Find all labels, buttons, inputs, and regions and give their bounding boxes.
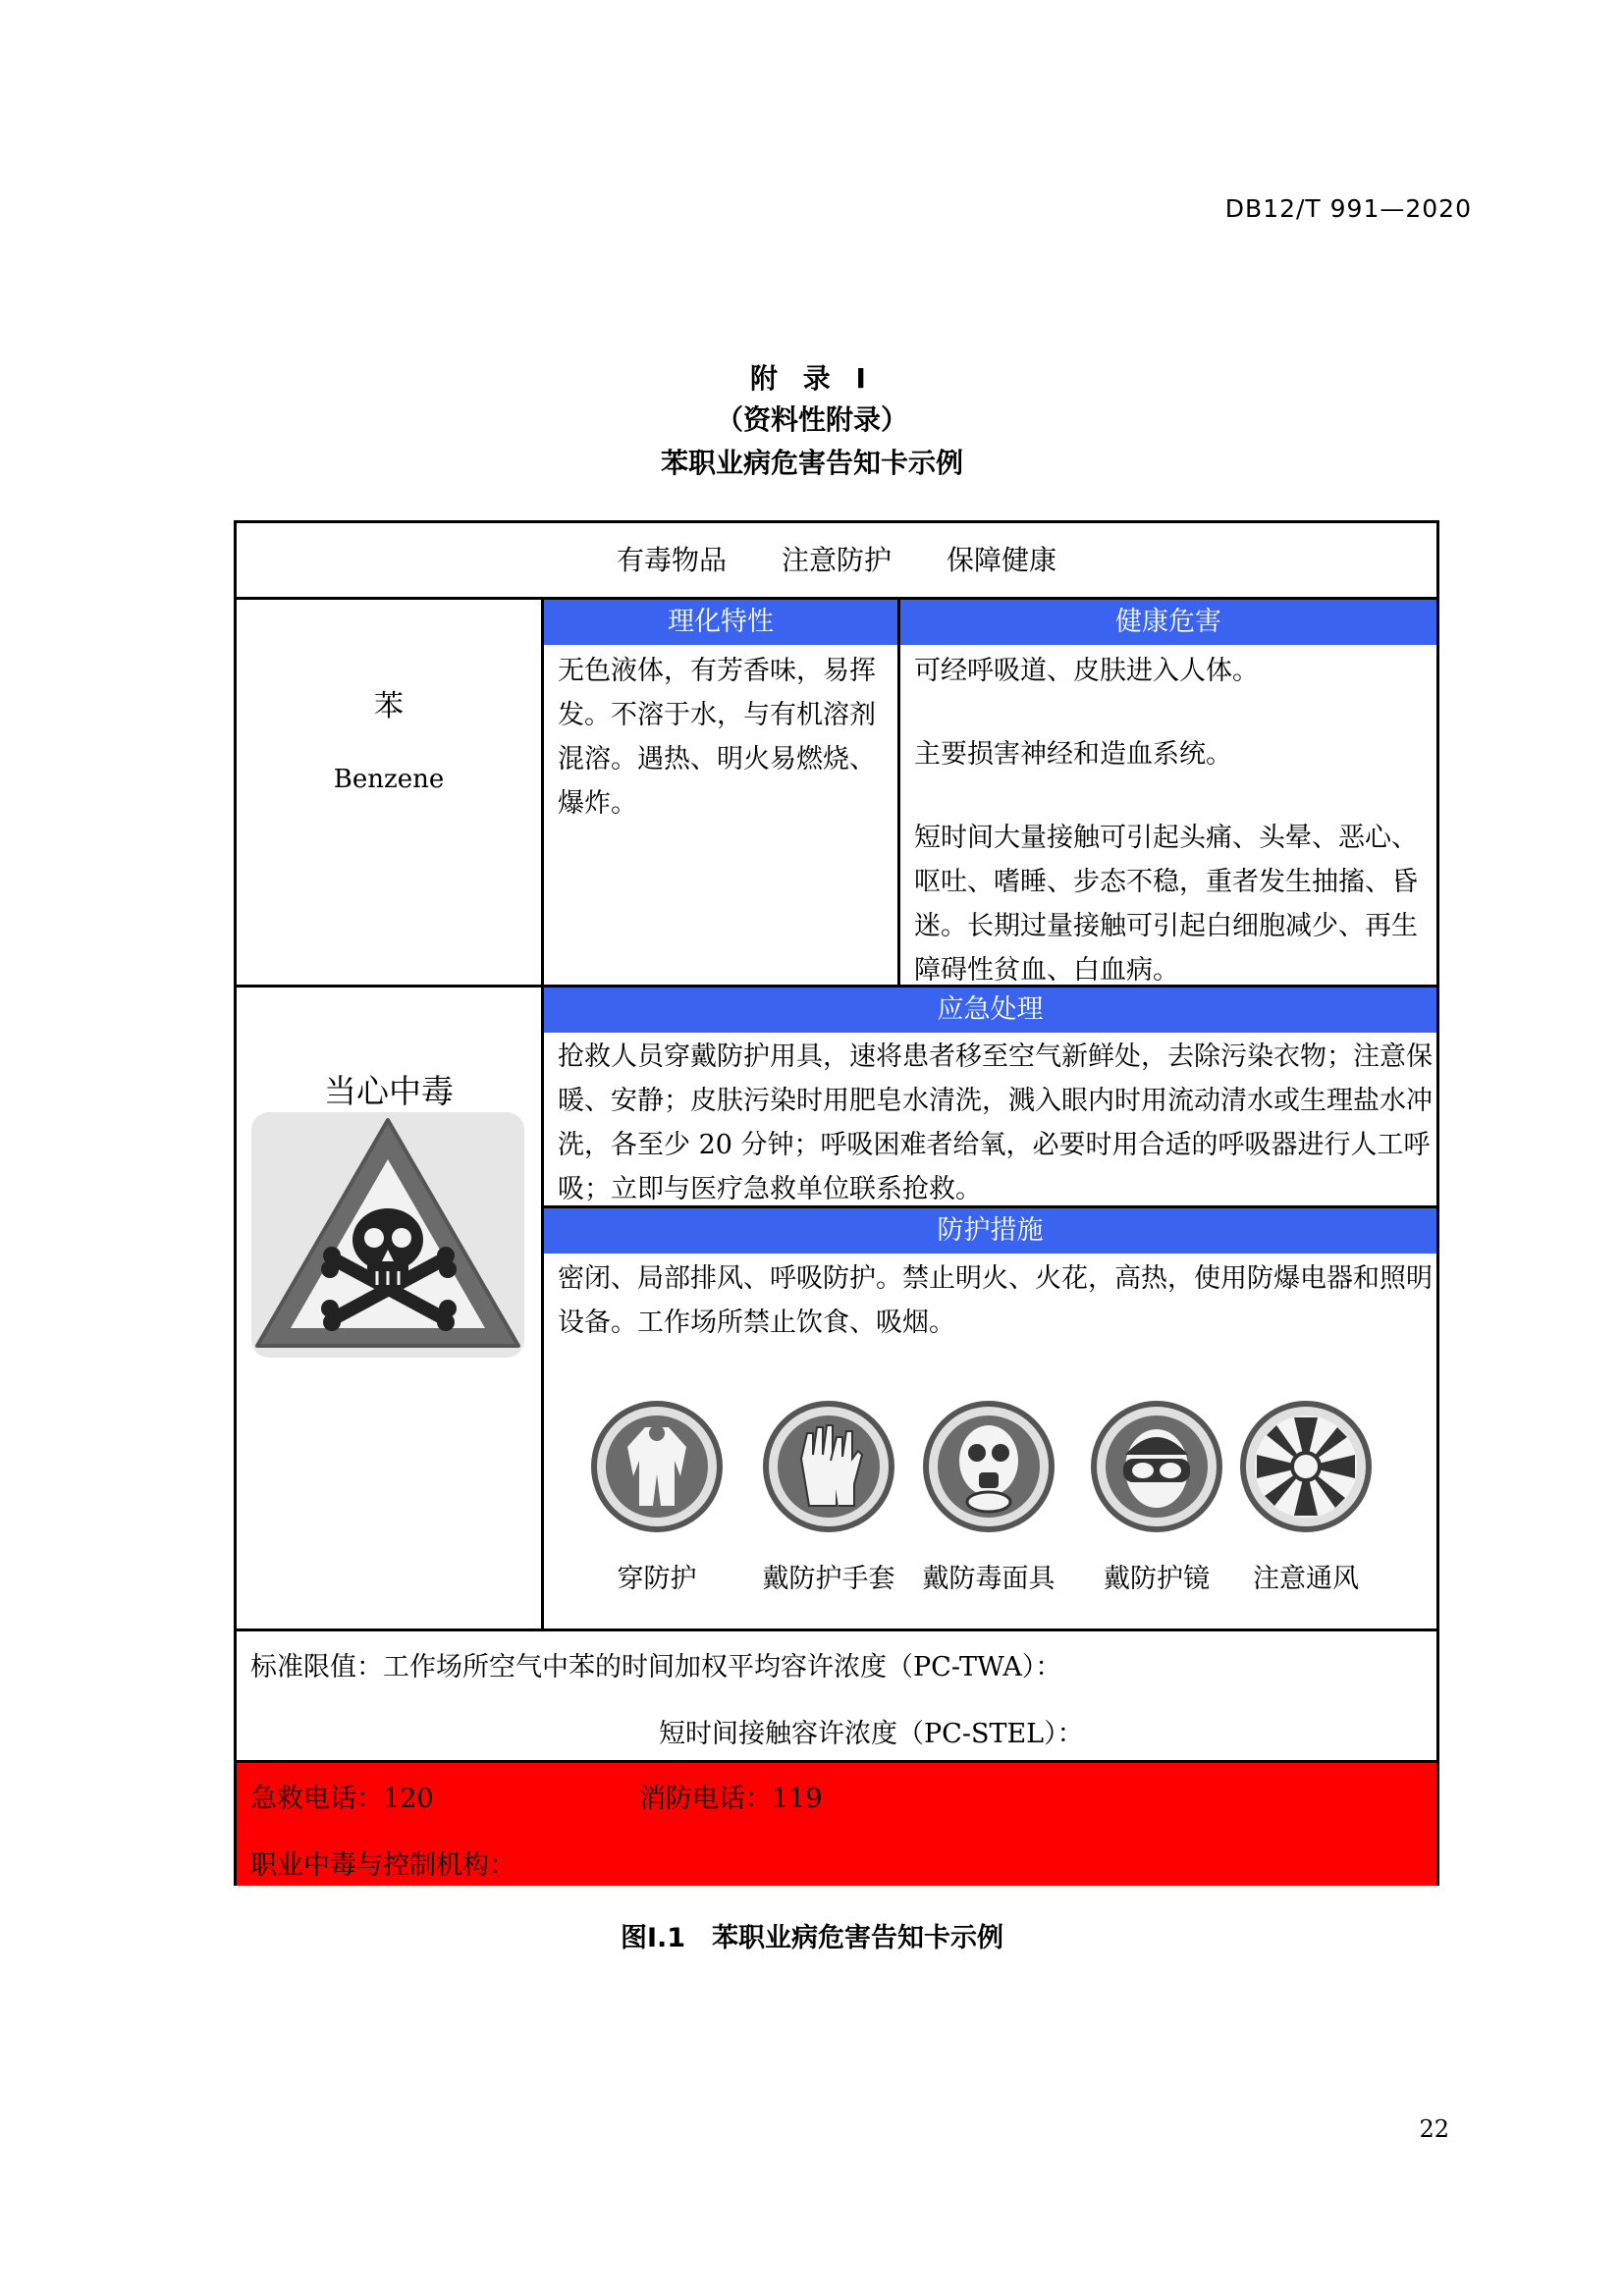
- contact-area: [237, 1760, 1436, 1886]
- agency-contact: 职业中毒与控制机构：: [250, 1850, 515, 1881]
- ppe-label: 戴防护手套: [762, 1564, 895, 1594]
- ppe-label: 穿防护: [617, 1564, 697, 1594]
- warning-label: 当心中毒: [324, 1072, 454, 1110]
- card-slogan: 有毒物品 注意防护 保障健康: [616, 544, 1056, 576]
- health-hazard-paragraph: 主要损害神经和造血系统。: [914, 739, 1232, 770]
- properties-text: 无色液体，有芳香味，易挥发。不溶于水，与有机溶剂混溶。遇热、明火易燃烧、爆炸。: [558, 656, 876, 819]
- properties-header: 理化特性: [544, 600, 897, 645]
- appendix-subtitle: 苯职业病危害告知卡示例: [660, 447, 963, 479]
- standard-code: DB12/T 991—2020: [1224, 194, 1472, 223]
- properties-cell: [541, 597, 897, 985]
- protective-suit-icon: [590, 1400, 724, 1533]
- ppe-label: 戴防护镜: [1104, 1564, 1210, 1594]
- health-hazard-paragraph: 短时间大量接触可引起头痛、头晕、恶心、呕吐、嗜睡、步态不稳，重者发生抽搐、昏迷。长期过量接触可引起白细胞减少、再生障碍性贫血、白血病。: [914, 823, 1418, 986]
- measures-cell: [541, 985, 1436, 1629]
- health-hazard-paragraph: 可经呼吸道、皮肤进入人体。: [914, 656, 1259, 686]
- emergency-text: 抢救人员穿戴防护用具，速将患者移至空气新鲜处，去除污染衣物；注意保暖、安静；皮肤污染时用肥皂水清洗，溅入眼内时用流动清水或生理盐水冲洗，各至少 20 分钟；呼吸困难者给氧，必要时用合适的呼吸器进行人工呼吸；立即与医疗急救单位联系抢救。: [558, 1041, 1433, 1204]
- appendix-title: 附 录 I: [750, 362, 874, 395]
- ventilation-icon: [1239, 1400, 1373, 1533]
- limits-cell: [237, 1629, 1436, 1760]
- emergency-header: 应急处理: [544, 988, 1436, 1033]
- protection-header: 防护措施: [544, 1205, 1436, 1254]
- ppe-label: 注意通风: [1253, 1564, 1359, 1594]
- protection-text: 密闭、局部排风、呼吸防护。禁止明火、火花，高热，使用防爆电器和照明设备。工作场所禁止饮食、吸烟。: [558, 1263, 1433, 1338]
- substance-cell: [237, 597, 541, 985]
- health-hazard-text: [914, 649, 1433, 992]
- warning-sign-cell: [237, 985, 541, 1629]
- ppe-label: 戴防毒面具: [922, 1564, 1056, 1594]
- substance-name-en: Benzene: [333, 765, 445, 794]
- health-hazard-header: 健康危害: [900, 600, 1436, 645]
- appendix-type: （资料性附录）: [715, 403, 908, 436]
- limit-stel: 短时间接触容许浓度（PC-STEL）：: [659, 1719, 1084, 1749]
- figure-caption: 图I.1 苯职业病危害告知卡示例: [620, 1923, 1004, 1953]
- first-aid-phone: 急救电话：120: [250, 1784, 434, 1814]
- fire-phone: 消防电话：119: [639, 1784, 823, 1814]
- hazard-notice-card: [234, 520, 1439, 1886]
- substance-name-cn: 苯: [374, 689, 404, 723]
- protective-gloves-icon: [762, 1400, 895, 1533]
- health-hazard-cell: [897, 597, 1436, 985]
- gas-mask-icon: [922, 1400, 1056, 1533]
- page-number: 22: [1419, 2115, 1449, 2143]
- limit-twa: 标准限值：工作场所空气中苯的时间加权平均容许浓度（PC-TWA）：: [250, 1652, 1062, 1682]
- goggles-icon: [1090, 1400, 1223, 1533]
- skull-crossbones-warning-icon: [251, 1112, 524, 1358]
